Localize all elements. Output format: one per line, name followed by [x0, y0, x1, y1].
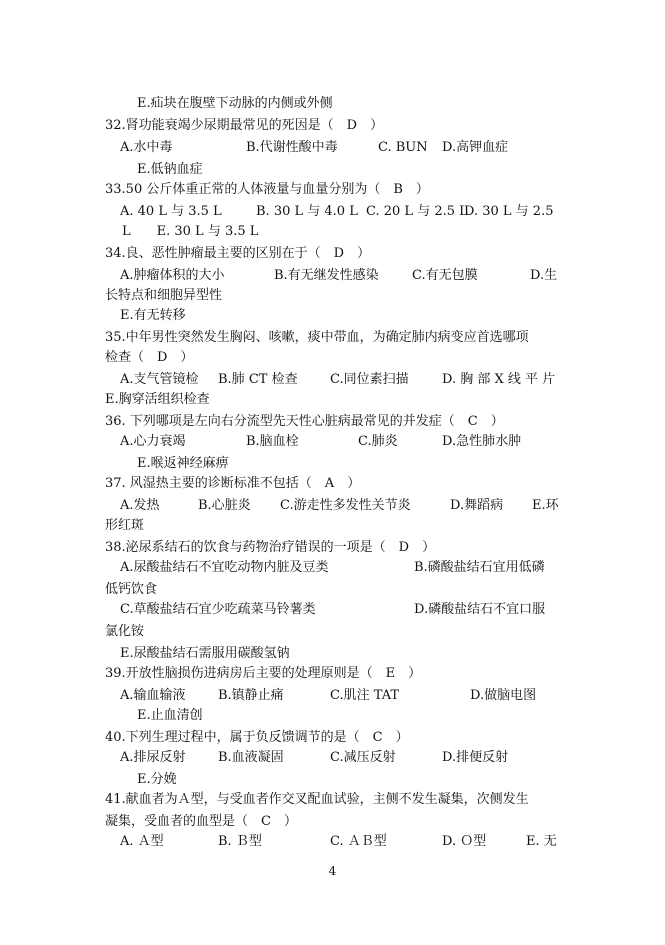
- option-b: B.血液凝固: [218, 750, 284, 765]
- option-b: B.肺 CT 检查: [218, 372, 298, 387]
- options-row-33: [120, 202, 560, 222]
- option-b: B. Ｂ型: [218, 834, 262, 849]
- option-b: B.心脏炎: [198, 498, 251, 513]
- option-continuation: 长特点和细胞异型性: [105, 288, 223, 303]
- options-row-41: [120, 832, 560, 852]
- options-row-36: [120, 432, 560, 452]
- option-d: D.生: [530, 268, 558, 283]
- option-continuation: 氯化铵: [105, 624, 145, 639]
- question-41-cont: 凝集，受血者的血型是（ C ）: [105, 814, 297, 829]
- question-41: 41.献血者为Ａ型，与受血者作交叉配血试验，主侧不发生凝集，次侧发生: [105, 792, 529, 807]
- option-d: D.高钾血症: [442, 140, 509, 155]
- question-36: 36. 下列哪项是左向右分流型先天性心脏病最常见的并发症（ C ）: [105, 414, 504, 429]
- option-a: A.肿瘤体积的大小: [120, 268, 225, 283]
- options-row-38-ab: [120, 558, 560, 578]
- option-d: D. 胸 部 X 线 平 片: [442, 372, 556, 387]
- option-c: C. ＡＢ型: [330, 834, 387, 849]
- option-continuation: 形红斑: [105, 518, 145, 533]
- option-d: D.磷酸盐结石不宜口服: [414, 602, 546, 617]
- option-a: A. Ａ型: [120, 834, 164, 849]
- option-b: B.有无继发性感染: [274, 268, 379, 283]
- question-37: 37. 风湿热主要的诊断标准不包括（ A ）: [105, 476, 361, 491]
- option-e: E.尿酸盐结石需服用碳酸氢钠: [120, 646, 290, 661]
- option-c: C.同位素扫描: [330, 372, 409, 387]
- options-row-32: [120, 138, 560, 158]
- option-c: C.有无包膜: [412, 268, 478, 283]
- option-a: A.心力衰竭: [120, 434, 186, 449]
- option-c: C. 20 L 与 2.5 L: [366, 204, 468, 219]
- question-35: 35.中年男性突然发生胸闷、咳嗽，痰中带血，为确定肺内病变应首选哪项: [105, 330, 529, 345]
- options-row-34: [120, 266, 560, 286]
- question-40: 40.下列生理过程中，属于负反馈调节的是（ C ）: [105, 730, 409, 745]
- option-c: C. BUN: [378, 140, 428, 155]
- option-d: D. Ｏ型: [442, 834, 487, 849]
- option-c: C.肌注 TAT: [330, 688, 400, 703]
- question-39: 39.开放性脑损伤进病房后主要的处理原则是（ E ）: [105, 666, 422, 681]
- options-row-40: [120, 748, 560, 768]
- question-32: 32.肾功能衰竭少尿期最常见的死因是（ D ）: [105, 118, 384, 133]
- option-continuation: 低钙饮食: [105, 582, 158, 597]
- options-row-38-cd: [120, 600, 560, 620]
- options-row-37: [120, 496, 560, 516]
- option-continuation: L E. 30 L 与 3.5 L: [122, 224, 259, 239]
- option-d: D.舞蹈病: [450, 498, 504, 513]
- option-e: E.分娩: [137, 772, 177, 787]
- option-c: C.减压反射: [330, 750, 396, 765]
- option-e: E.止血清创: [137, 708, 203, 723]
- option-d: D.做脑电图: [470, 688, 537, 703]
- option-d: D. 30 L 与 2.5: [464, 204, 554, 219]
- option-a: A.支气管镜检: [120, 372, 199, 387]
- option-a: A.发热: [120, 498, 160, 513]
- option-e: E.胸穿活组织检查: [105, 392, 210, 407]
- option-a: A.输血输液: [120, 688, 186, 703]
- option-e: E.低钠血症: [137, 162, 203, 177]
- option-b: B.镇静止痛: [218, 688, 284, 703]
- option-b: B. 30 L 与 4.0 L: [256, 204, 358, 219]
- options-row-39: [120, 686, 560, 706]
- option-a: A. 40 L 与 3.5 L: [120, 204, 222, 219]
- question-38: 38.泌尿系结石的饮食与药物治疗错误的一项是（ D ）: [105, 540, 436, 555]
- page-number: 4: [328, 864, 337, 878]
- option-a: A.排尿反射: [120, 750, 186, 765]
- option-c: C.草酸盐结石宜少吃疏菜马铃薯类: [120, 602, 316, 617]
- option-e: E.喉返神经麻痹: [137, 456, 229, 471]
- option-d: D.急性肺水肿: [442, 434, 522, 449]
- question-33: 33.50 公斤体重正常的人体液量与血量分别为（ B ）: [105, 182, 429, 197]
- option-b: B.磷酸盐结石宜用低磷: [414, 560, 545, 575]
- option-e: E. 无: [526, 834, 557, 849]
- option-e: E.环: [532, 498, 559, 513]
- option-c: C.肺炎: [358, 434, 398, 449]
- question-35-cont: 检查（ D ）: [105, 350, 194, 365]
- option-c: C.游走性多发性关节炎: [280, 498, 411, 513]
- option-b: B.代谢性酸中毒: [246, 140, 338, 155]
- option-b: B.脑血栓: [246, 434, 299, 449]
- options-row-35: [120, 370, 560, 390]
- option-text: E.疝块在腹壁下动脉的内侧或外侧: [137, 96, 333, 111]
- option-a: A.水中毒: [120, 140, 173, 155]
- option-a: A.尿酸盐结石不宜吃动物内脏及豆类: [120, 560, 329, 575]
- option-e: E.有无转移: [120, 308, 186, 323]
- option-d: D.排便反射: [442, 750, 509, 765]
- question-34: 34.良、恶性肿瘤最主要的区别在于（ D ）: [105, 246, 371, 261]
